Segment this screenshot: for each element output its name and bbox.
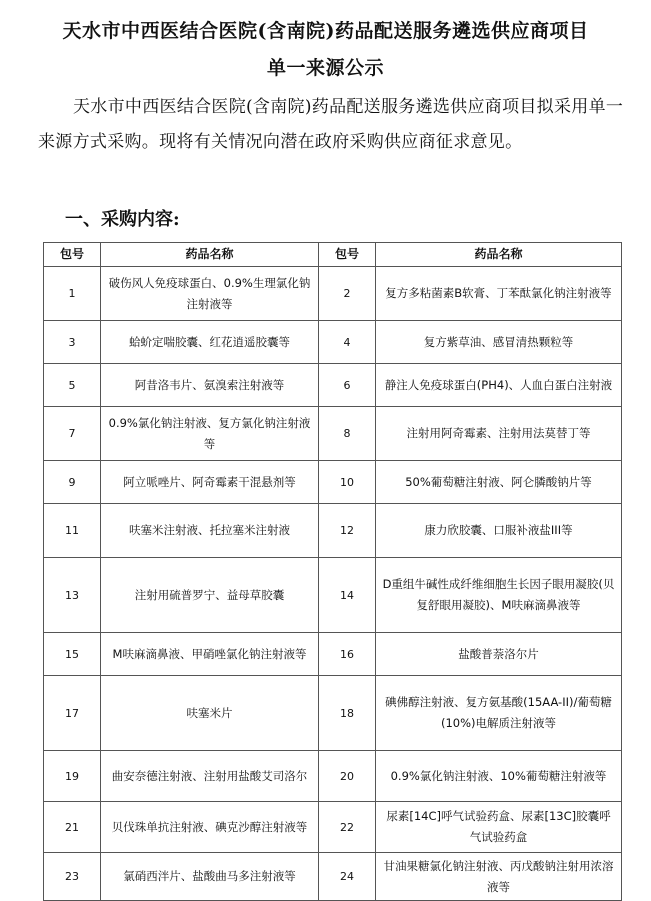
package-number: 17	[44, 676, 101, 751]
package-number: 11	[44, 504, 101, 558]
table-row	[44, 407, 622, 461]
document-subtitle: 单一来源公示	[266, 57, 384, 79]
header-package-no: 包号	[44, 243, 101, 267]
drug-name: 注射用硫普罗宁、益母草胶囊	[101, 558, 319, 633]
table-row	[44, 751, 622, 802]
package-number: 5	[44, 364, 101, 407]
drug-name: 阿昔洛韦片、氨溴索注射液等	[101, 364, 319, 407]
table-header-row	[44, 243, 622, 267]
package-number: 14	[319, 558, 376, 633]
package-number: 20	[319, 751, 376, 802]
package-number: 8	[319, 407, 376, 461]
package-number: 24	[319, 853, 376, 901]
package-number: 18	[319, 676, 376, 751]
header-drug-name: 药品名称	[101, 243, 319, 267]
drug-name: 静注人免疫球蛋白(PH4)、人血白蛋白注射液	[376, 364, 622, 407]
table-row	[44, 321, 622, 364]
package-number: 1	[44, 267, 101, 321]
table-row	[44, 676, 622, 751]
drug-name: 氯硝西泮片、盐酸曲马多注射液等	[101, 853, 319, 901]
procurement-table	[43, 242, 622, 901]
section-heading: 一、采购内容:	[65, 209, 180, 230]
package-number: 10	[319, 461, 376, 504]
drug-name: 蛤蚧定喘胶囊、红花逍遥胶囊等	[101, 321, 319, 364]
package-number: 13	[44, 558, 101, 633]
drug-name: 曲安奈德注射液、注射用盐酸艾司洛尔	[101, 751, 319, 802]
drug-name: 0.9%氯化钠注射液、复方氯化钠注射液等	[101, 407, 319, 461]
package-number: 15	[44, 633, 101, 676]
package-number: 23	[44, 853, 101, 901]
package-number: 2	[319, 267, 376, 321]
drug-name: 甘油果糖氯化钠注射液、丙戊酸钠注射用浓溶液等	[376, 853, 622, 901]
table-row	[44, 364, 622, 407]
table-row	[44, 853, 622, 901]
package-number: 12	[319, 504, 376, 558]
drug-name: 盐酸普萘洛尔片	[376, 633, 622, 676]
drug-name: 呋塞米注射液、托拉塞米注射液	[101, 504, 319, 558]
drug-name: 尿素[14C]呼气试验药盒、尿素[13C]胶囊呼气试验药盒	[376, 802, 622, 853]
package-number: 19	[44, 751, 101, 802]
drug-name: 复方多粘菌素B软膏、丁苯酞氯化钠注射液等	[376, 267, 622, 321]
package-number: 21	[44, 802, 101, 853]
intro-paragraph: 天水市中西医结合医院(含南院)药品配送服务遴选供应商项目拟采用单一来源方式采购。现将有关情况向潜在政府采购供应商征求意见。	[38, 97, 624, 152]
table-row	[44, 558, 622, 633]
drug-name: 阿立哌唑片、阿奇霉素干混悬剂等	[101, 461, 319, 504]
drug-name: 复方紫草油、感冒清热颗粒等	[376, 321, 622, 364]
drug-name: 50%葡萄糖注射液、阿仑膦酸钠片等	[376, 461, 622, 504]
drug-name: 0.9%氯化钠注射液、10%葡萄糖注射液等	[376, 751, 622, 802]
drug-name: 康力欣胶囊、口服补液盐III等	[376, 504, 622, 558]
header-drug-name-2: 药品名称	[376, 243, 622, 267]
package-number: 9	[44, 461, 101, 504]
package-number: 6	[319, 364, 376, 407]
package-number: 16	[319, 633, 376, 676]
table-row	[44, 267, 622, 321]
header-package-no-2: 包号	[319, 243, 376, 267]
drug-name: 破伤风人免疫球蛋白、0.9%生理氯化钠注射液等	[101, 267, 319, 321]
drug-name: 注射用阿奇霉素、注射用法莫替丁等	[376, 407, 622, 461]
package-number: 3	[44, 321, 101, 364]
drug-name: 贝伐珠单抗注射液、碘克沙醇注射液等	[101, 802, 319, 853]
drug-name: 碘佛醇注射液、复方氨基酸(15AA-II)/葡萄糖(10%)电解质注射液等	[376, 676, 622, 751]
drug-name: M呋麻滴鼻液、甲硝唑氯化钠注射液等	[101, 633, 319, 676]
document-title: 天水市中西医结合医院(含南院)药品配送服务遴选供应商项目	[62, 20, 589, 42]
drug-name: D重组牛碱性成纤维细胞生长因子眼用凝胶(贝复舒眼用凝胶)、M呋麻滴鼻液等	[376, 558, 622, 633]
table-row	[44, 461, 622, 504]
table-row	[44, 802, 622, 853]
drug-name: 呋塞米片	[101, 676, 319, 751]
package-number: 22	[319, 802, 376, 853]
package-number: 4	[319, 321, 376, 364]
table-row	[44, 633, 622, 676]
package-number: 7	[44, 407, 101, 461]
table-row	[44, 504, 622, 558]
